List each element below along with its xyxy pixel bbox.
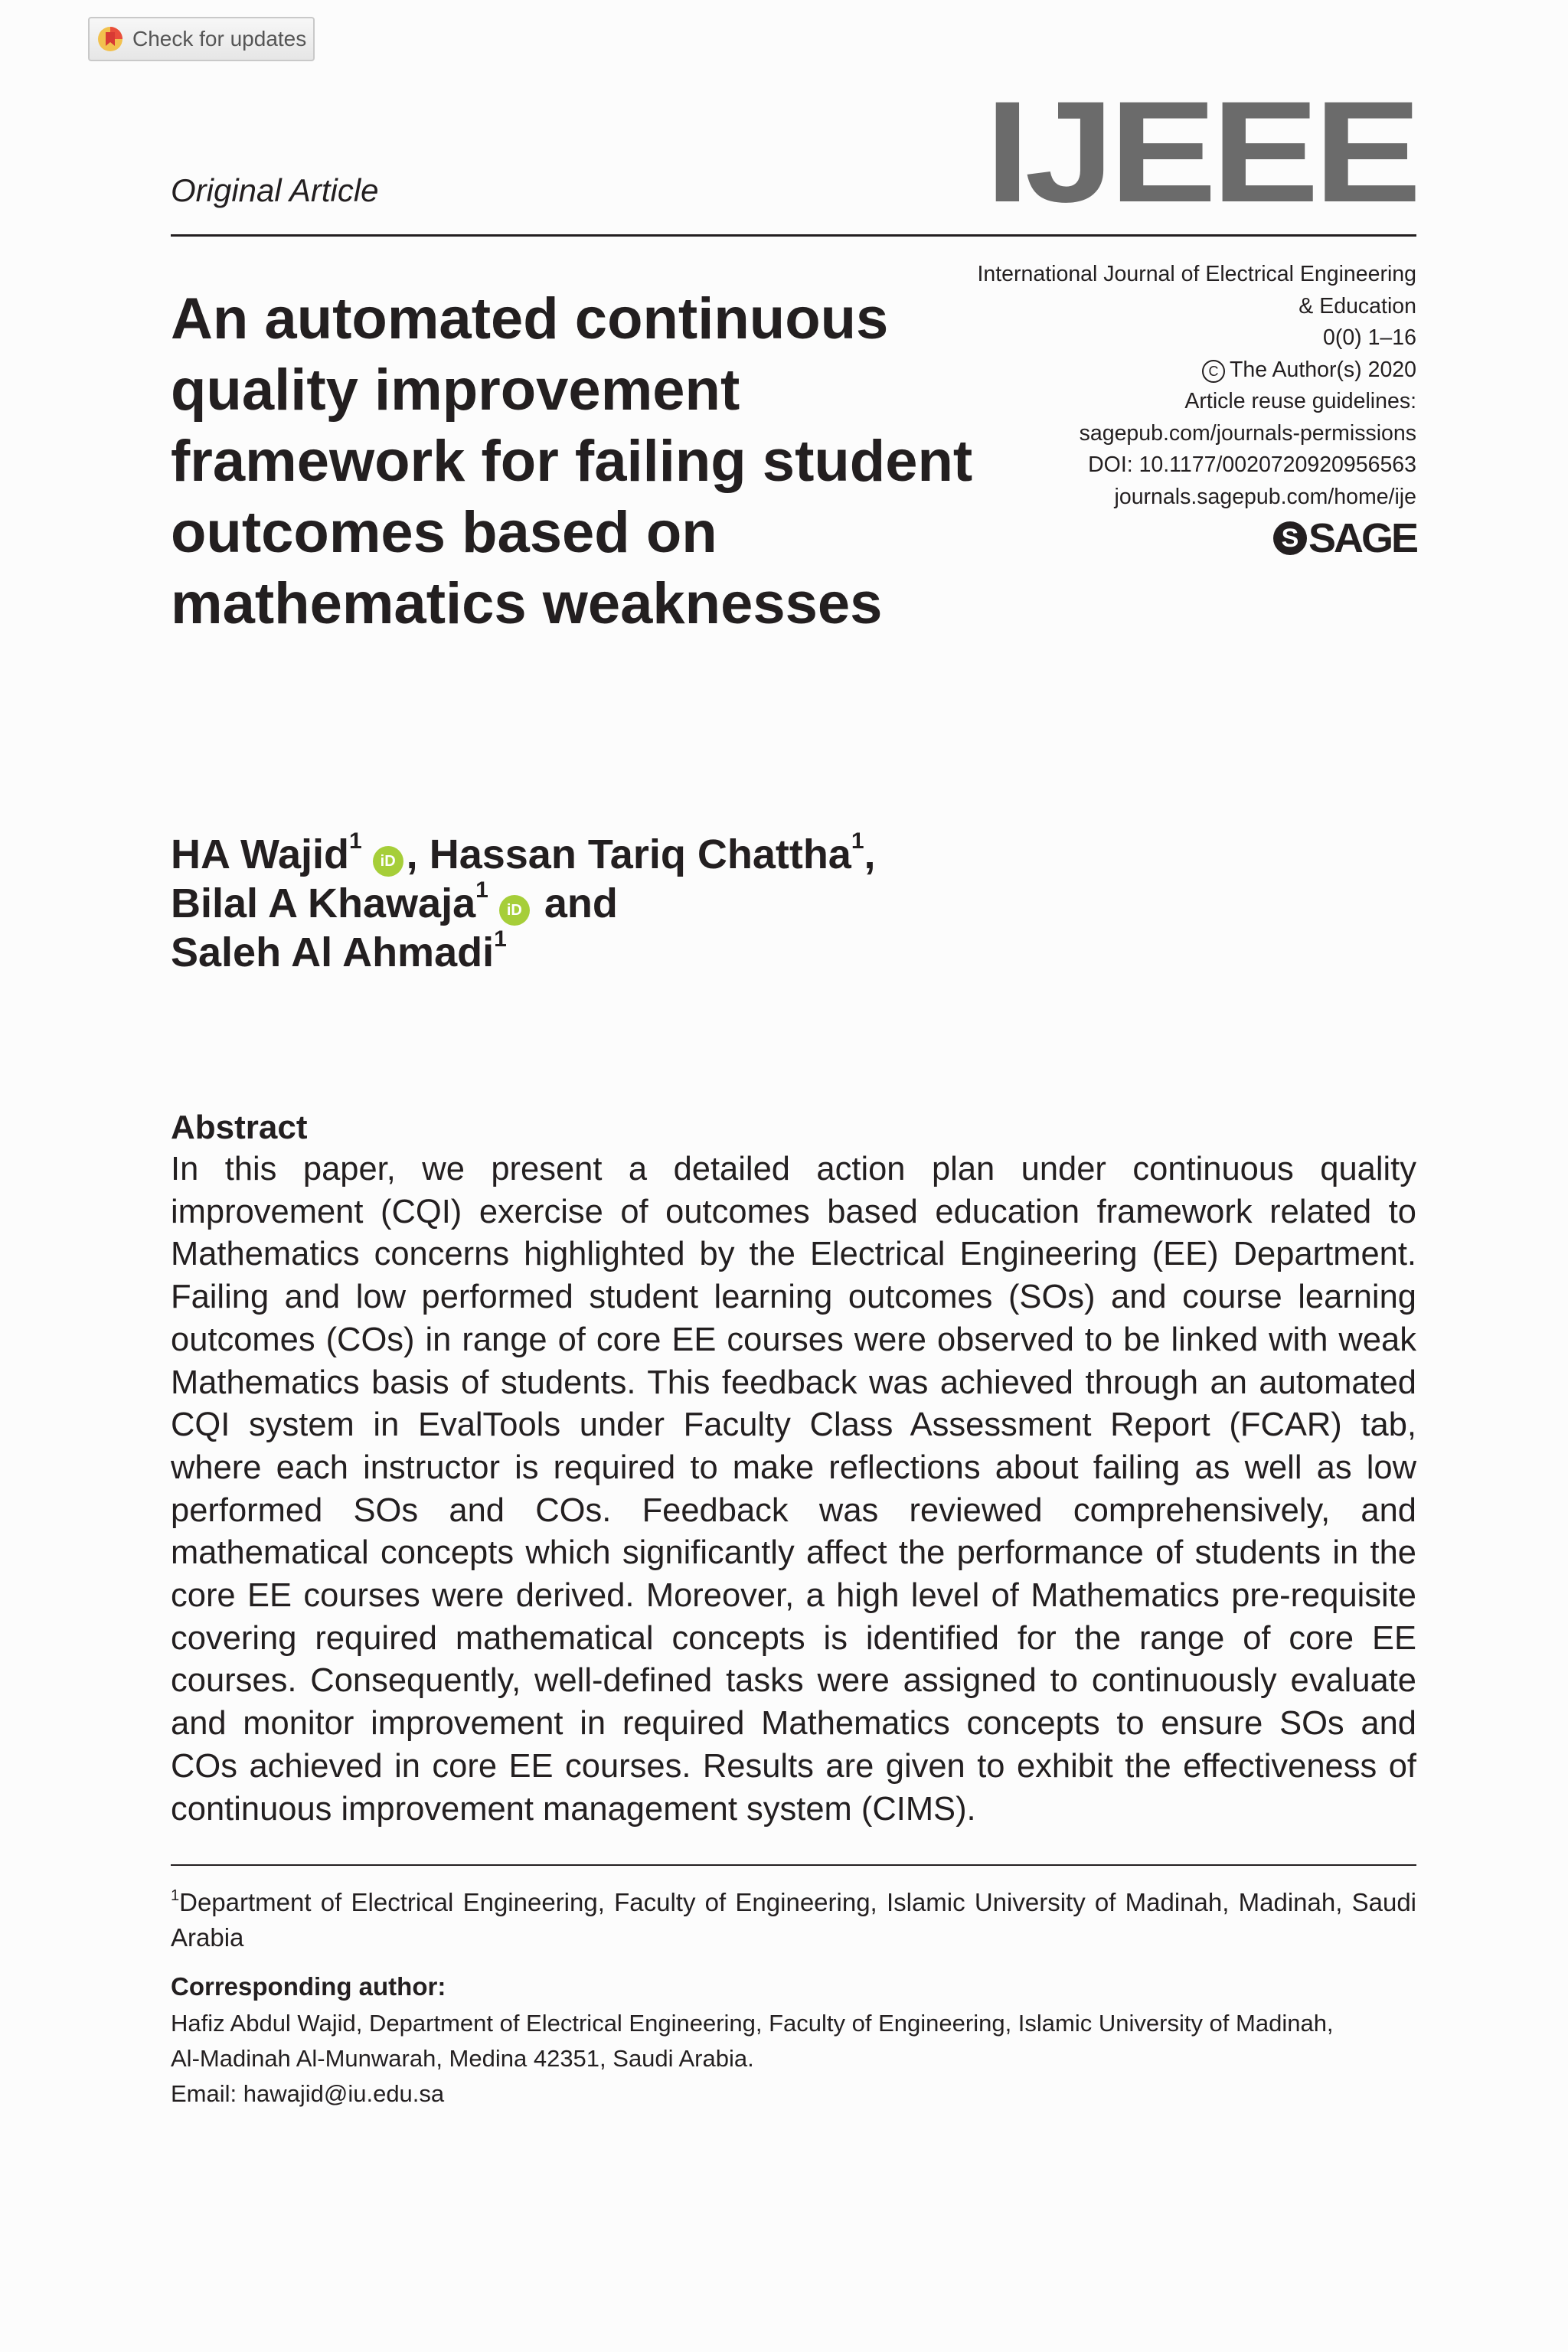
abstract-text: In this paper, we present a detailed action plan under continuous quality improvement (CQI) exercise of outcomes based education framework related to Mathematics concerns highlighted by the Electrical Engineering (EE) Department. Failing and low performed student learning outcomes (SOs) and course learning outcomes (COs) in range of core EE courses were observed to be linked with weak Mathematics basis of students. This feedback was achieved through an automated CQI system in EvalTools under Faculty Class Assessment Report (FCAR) tab, where each instructor is required to make reflections about failing as well as low performed SOs and COs. Feedback was reviewed comprehensively, and mathematical concepts which significantly affect the performance of students in the core EE courses were derived. Moreover, a high level of Mathematics pre-requisite covering required mathematical concepts is identified for the range of core EE courses. Consequently, well-defined tasks were assigned to continuously evaluate and monitor improvement in required Mathematics concepts to ensure SOs and COs achieved in core EE courses. Results are given to exhibit the effectiveness of continuous improvement management system (CIMS). [171,1151,1416,1828]
journal-info [903,259,1416,513]
header-rule [171,234,1416,237]
affiliation-text: Department of Electrical Engineering, Faculty of Engineering, Islamic University of Madinah, Madinah, Saudi Arabia [171,1888,1416,1952]
sage-s-icon: S [1273,521,1307,555]
journal-logo-text: IJEEE [985,71,1416,232]
doi-link[interactable]: DOI: 10.1177/0020720920956563 [1088,452,1416,477]
author-name: Hassan Tariq Chattha [429,831,851,877]
author-line-2 [171,879,1089,928]
corresponding-author-details [171,2006,1416,2112]
reuse-link[interactable]: sagepub.com/journals-permissions [1079,420,1416,446]
check-for-updates-label: Check for updates [132,27,307,51]
author-list [171,830,1089,977]
journal-name-line2: & Education [1298,293,1416,318]
author-name: HA Wajid [171,831,349,877]
author-line-3 [171,928,1089,977]
author-separator: , [406,831,418,877]
affiliation-marker: 1 [348,828,362,854]
corresponding-address-line2: Al-Madinah Al-Munwarah, Medina 42351, Saudi Arabia. [171,2045,754,2072]
copyright-text: The Author(s) 2020 [1230,357,1416,382]
author-name: Bilal A Khawaja [171,880,476,926]
sage-logo-text: SAGE [1308,515,1416,561]
affiliation-marker: 1 [851,828,864,854]
author-separator: , [864,831,876,877]
article-type: Original Article [171,172,379,208]
reuse-label: Article reuse guidelines: [1184,389,1416,413]
orcid-icon[interactable]: iD [373,846,403,877]
author-name: Saleh Al Ahmadi [171,929,495,975]
journal-name-line1: International Journal of Electrical Engineering [977,262,1416,286]
affiliation-marker: 1 [494,926,507,952]
orcid-icon[interactable]: iD [499,895,530,926]
affiliation-footnote [171,1885,1416,1955]
affiliation-marker: 1 [475,877,488,903]
check-for-updates-button[interactable] [88,17,315,61]
copyright-line [903,354,1416,387]
journal-homepage-link[interactable]: journals.sagepub.com/home/ije [1114,484,1416,509]
abstract-heading: Abstract [171,1109,308,1146]
corresponding-email[interactable]: Email: hawajid@iu.edu.sa [171,2080,445,2107]
corresponding-author-heading: Corresponding author: [171,1972,446,2001]
journal-logo [985,71,1416,232]
bookmark-icon [97,26,123,52]
author-line-1 [171,830,1089,879]
copyright-icon: C [1202,360,1225,383]
journal-volume: 0(0) 1–16 [1322,325,1416,350]
author-conjunction: and [544,880,618,926]
sage-logo [1273,515,1416,561]
footnote-rule [171,1864,1416,1866]
paper-title: An automated continuous quality improvement framework for failing student outcomes based on mathematics weaknesses [171,286,973,636]
corresponding-address-line1: Hafiz Abdul Wajid, Department of Electrical Engineering, Faculty of Engineering, Islamic University of Madinah, [171,2010,1334,2037]
affiliation-footnote-marker: 1 [171,1887,180,1904]
